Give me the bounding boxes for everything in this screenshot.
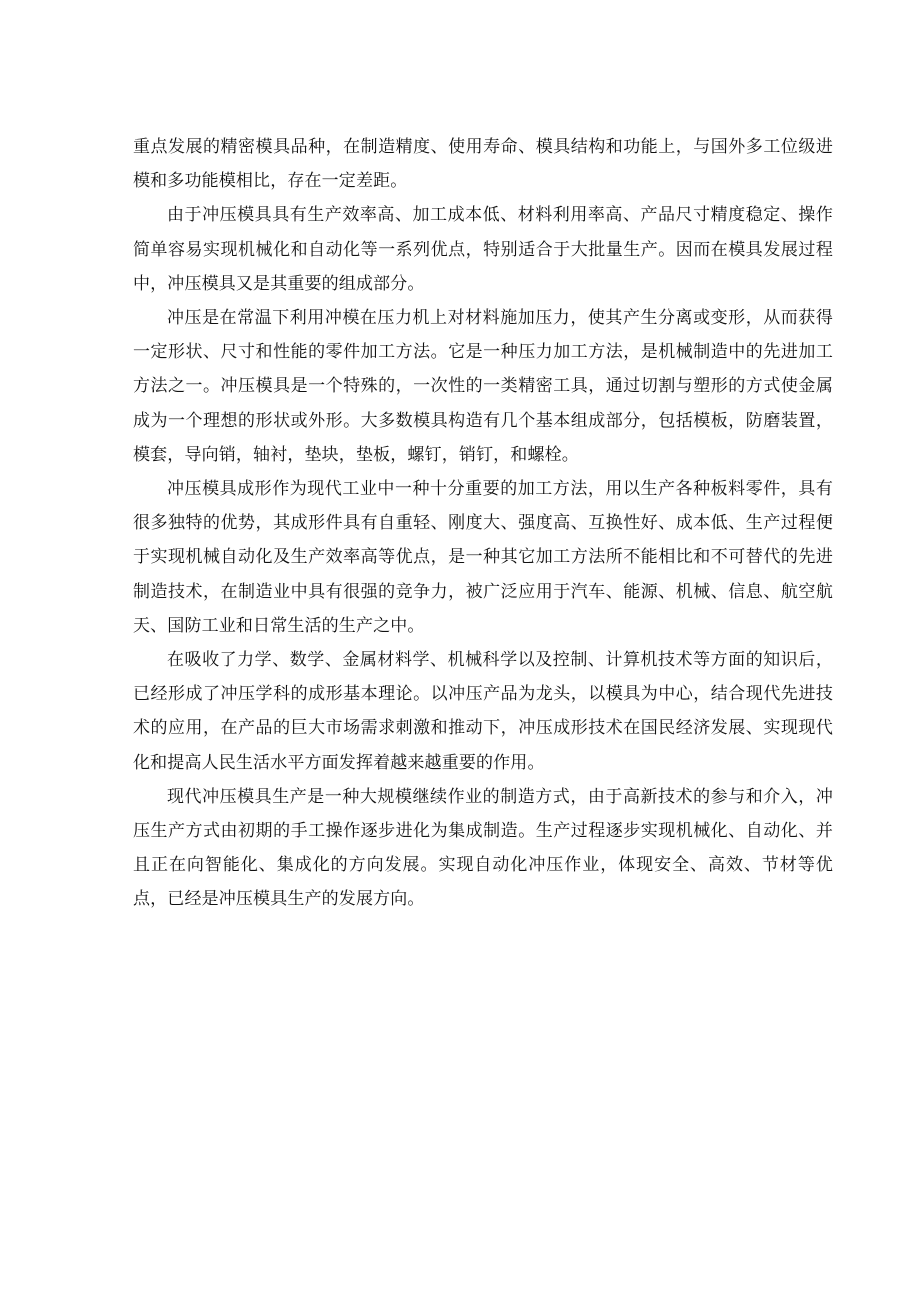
- paragraph-forming-importance: 冲压模具成形作为现代工业中一种十分重要的加工方法，用以生产各种板料零件，具有很多独特的优势，其成形件具有自重轻、刚度大、强度高、互换性好、成本低、生产过程便于实现机械自动化及生产效率高等优点，是一种其它加工方法所不能相比和不可替代的先进制造技术，在制造业中具有很强的竞争力，被广泛应用于汽车、能源、机械、信息、航空航天、国防工业和日常生活的生产之中。: [133, 479, 833, 636]
- paragraph-stamping-advantages: 由于冲压模具具有生产效率高、加工成本低、材料利用率高、产品尺寸精度稳定、操作简单容易实现机械化和自动化等一系列优点，特别适合于大批量生产。因而在模具发展过程中，冲压模具又是其重要的组成部分。: [133, 205, 833, 294]
- paragraph-forming-theory: 在吸收了力学、数学、金属材料学、机械科学以及控制、计算机技术等方面的知识后，已经形成了冲压学科的成形基本理论。以冲压产品为龙头，以模具为中心，结合现代先进技术的应用，在产品的巨大市场需求刺激和推动下，冲压成形技术在国民经济发展、实现现代化和提高人民生活水平方面发挥着越来越重要的作用。: [133, 650, 833, 773]
- paragraph-modern-production: 现代冲压模具生产是一种大规模继续作业的制造方式，由于高新技术的参与和介入，冲压生产方式由初期的手工操作逐步进化为集成制造。生产过程逐步实现机械化、自动化、并且正在向智能化、集成化的方向发展。实现自动化冲压作业，体现安全、高效、节材等优点，已经是冲压模具生产的发展方向。: [133, 786, 833, 910]
- paragraph-stamping-definition: 冲压是在常温下利用冲模在压力机上对材料施加压力，使其产生分离或变形，从而获得一定形状、尺寸和性能的零件加工方法。它是一种压力加工方法，是机械制造中的先进加工方法之一。冲压模具是一个特殊的，一次性的一类精密工具，通过切割与塑形的方式使金属成为一个理想的形状或外形。大多数模具构造有几个基本组成部分，包括模板，防磨装置，模套，导向销，轴衬，垫块，垫板，螺钉，销钉，和螺栓。: [133, 308, 833, 465]
- paragraph-continuation: 重点发展的精密模具品种，在制造精度、使用寿命、模具结构和功能上，与国外多工位级进模和多功能模相比，存在一定差距。: [133, 137, 833, 192]
- document-body: [133, 130, 833, 917]
